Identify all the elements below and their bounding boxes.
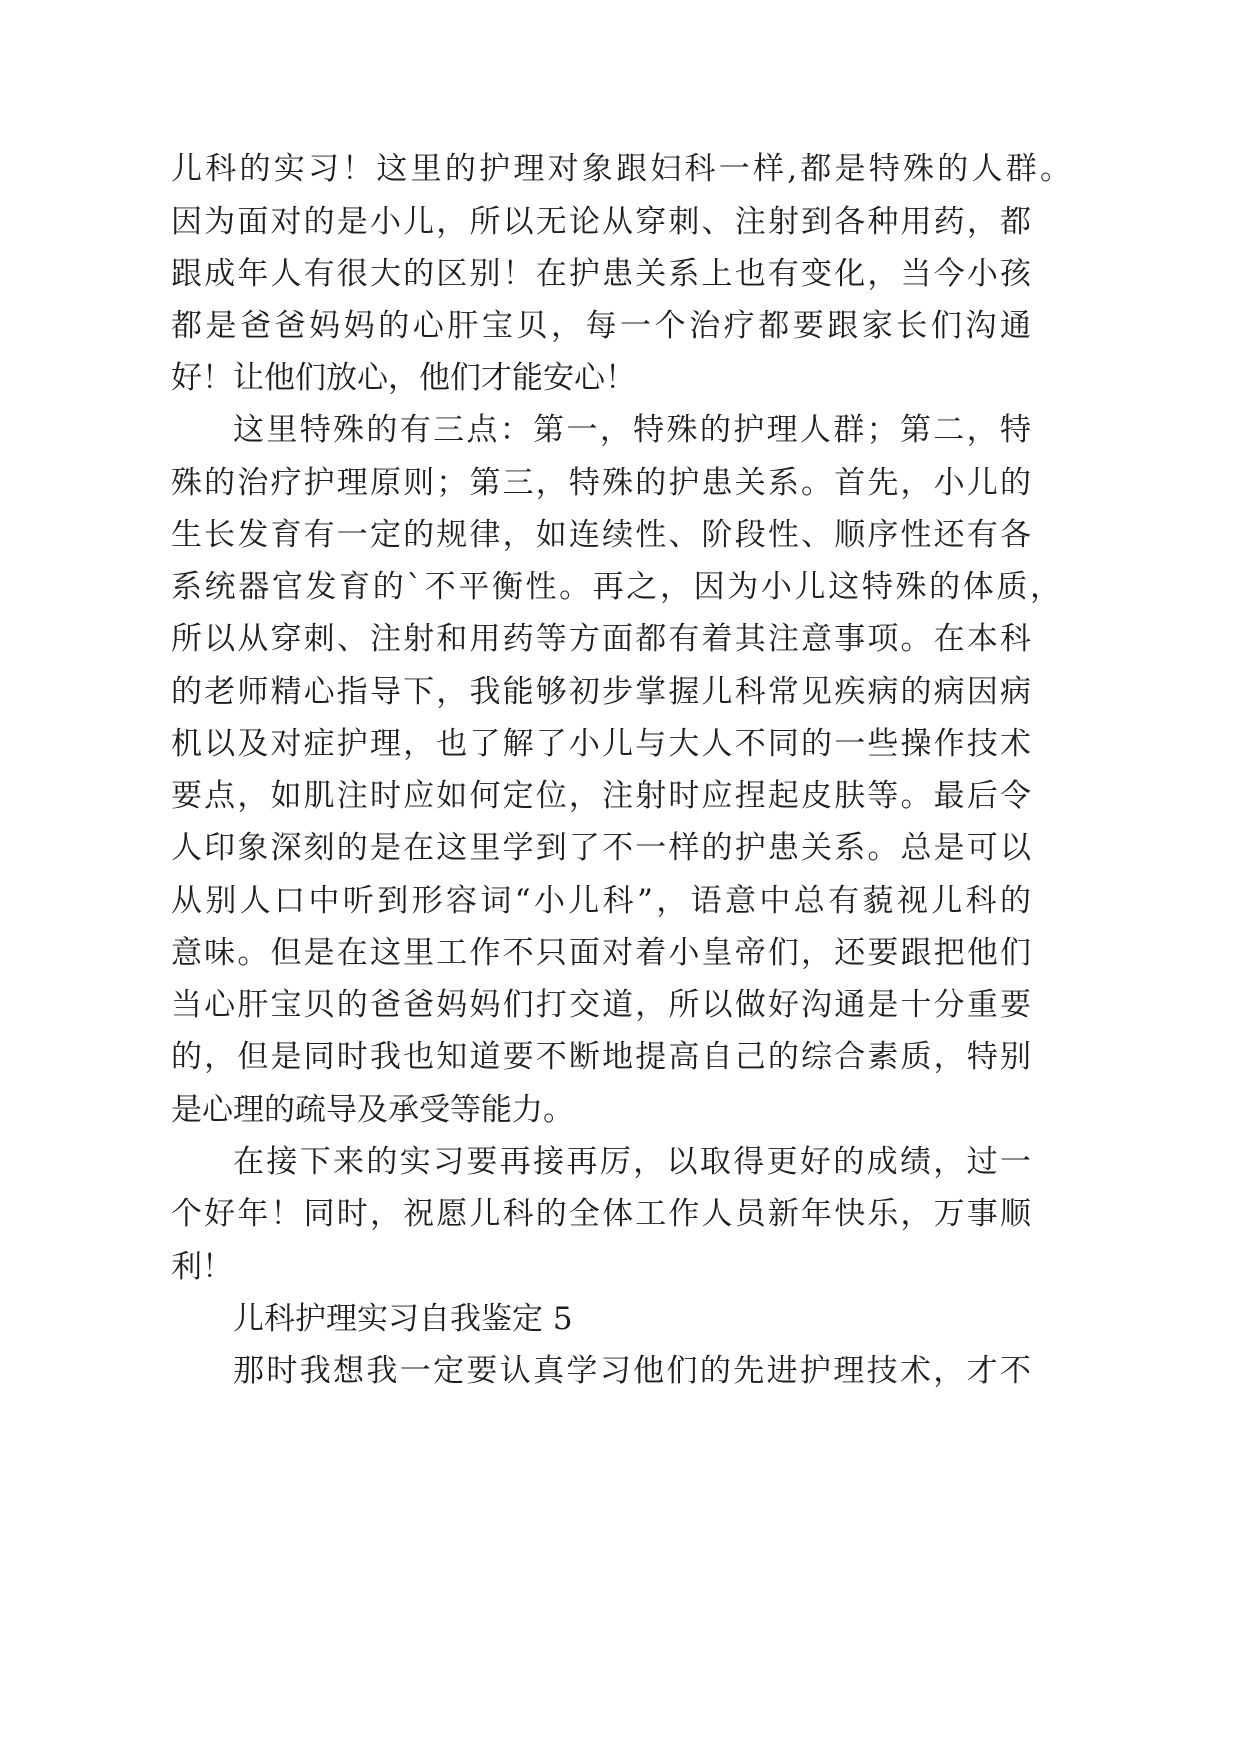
section-heading: 儿科护理实习自我鉴定 5 <box>233 1301 573 1337</box>
text-line-14: 人印象深刻的是在这里学到了不一样的护患关系。总是可以 <box>171 830 1031 866</box>
text-line-12: 机以及对症护理，也了解了小儿与大人不同的一些操作技术 <box>171 726 1031 762</box>
text-line-21: 个好年！同时，祝愿儿科的全体工作人员新年快乐，万事顺 <box>171 1196 1031 1232</box>
paragraph-4-line-1: 那时我想我一定要认真学习他们的先进护理技术，才不 <box>233 1353 1031 1389</box>
text-line-5: 好！让他们放心，他们才能安心！ <box>171 360 636 396</box>
text-line-17: 当心肝宝贝的爸爸妈妈们打交道，所以做好沟通是十分重要 <box>171 987 1031 1023</box>
paragraph-2-line-1: 这里特殊的有三点：第一，特殊的护理人群；第二，特 <box>233 412 1031 448</box>
paragraph-3-line-1: 在接下来的实习要再接再厉，以取得更好的成绩，过一 <box>233 1144 1031 1180</box>
text-line-7: 殊的治疗护理原则；第三，特殊的护患关系。首先，小儿的 <box>171 465 1031 501</box>
text-line-13: 要点，如肌注时应如何定位，注射时应捏起皮肤等。最后令 <box>171 778 1031 814</box>
text-line-1: 儿科的实习！这里的护理对象跟妇科一样,都是特殊的人群。 <box>171 151 1071 187</box>
text-line-11: 的老师精心指导下，我能够初步掌握儿科常见疾病的病因病 <box>171 674 1031 710</box>
text-line-19: 是心理的疏导及承受等能力。 <box>171 1092 574 1128</box>
text-line-10: 所以从穿刺、注射和用药等方面都有着其注意事项。在本科 <box>171 621 1031 657</box>
text-line-3: 跟成年人有很大的区别！在护患关系上也有变化，当今小孩 <box>171 256 1031 292</box>
text-line-16: 意味。但是在这里工作不只面对着小皇帝们，还要跟把他们 <box>171 935 1031 971</box>
text-line-8: 生长发育有一定的规律，如连续性、阶段性、顺序性还有各 <box>171 517 1031 553</box>
text-line-22: 利！ <box>171 1249 233 1285</box>
text-line-15: 从别人口中听到形容词“小儿科”，语意中总有藐视儿科的 <box>171 883 1031 919</box>
text-line-18: 的，但是同时我也知道要不断地提高自己的综合素质，特别 <box>171 1039 1031 1075</box>
text-line-4: 都是爸爸妈妈的心肝宝贝，每一个治疗都要跟家长们沟通 <box>171 308 1031 344</box>
text-line-9: 系统器官发育的`不平衡性。再之，因为小儿这特殊的体质， <box>171 569 1061 605</box>
text-line-2: 因为面对的是小儿，所以无论从穿刺、注射到各种用药，都 <box>171 204 1031 240</box>
